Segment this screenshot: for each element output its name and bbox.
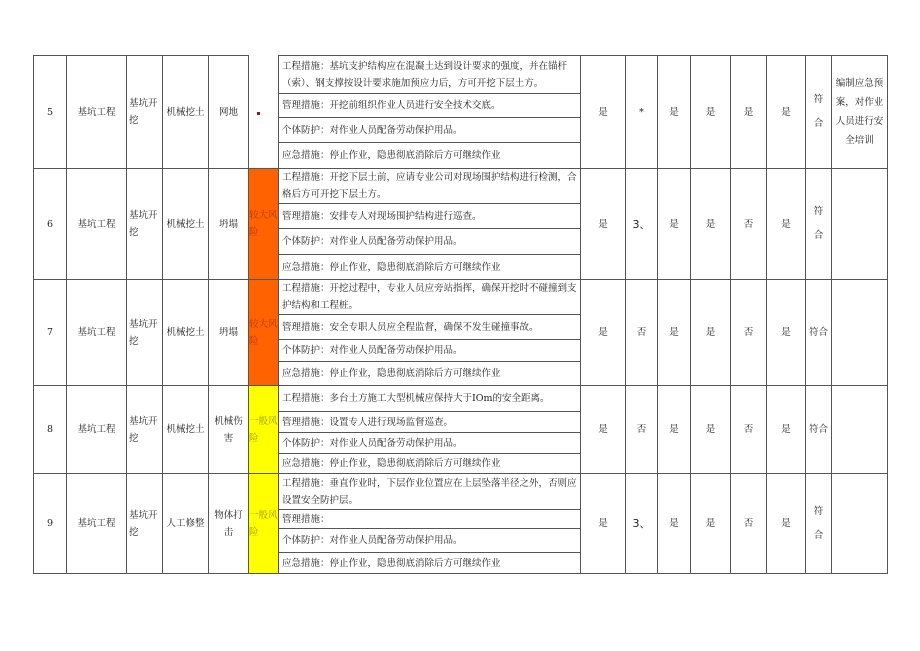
project-cell: 基坑工程 [67, 280, 127, 386]
row-number: 9 [34, 474, 67, 574]
measure-cell: 工程措施：基坑支护结构应在混凝土达到设计要求的强度，并在锚杆（索）、钢支撑按设计要求施加预应力后，方可开挖下层土方。 [279, 56, 581, 94]
check-cell: 是 [767, 169, 806, 280]
risk-level-cell [249, 386, 279, 474]
activity-cell: 基坑开挖 [127, 474, 163, 574]
measure-cell: 管理措施： [279, 510, 581, 529]
risk-control-table [33, 55, 888, 574]
check-cell: 是 [581, 280, 626, 386]
hazard-cell: 机械伤害 [209, 386, 249, 474]
check-cell: 是 [691, 56, 731, 169]
activity-cell: 基坑开挖 [127, 280, 163, 386]
risk-level-label: 较大风险 [249, 318, 278, 347]
hazard-cell: 物体打击 [209, 474, 249, 574]
check-cell: 否 [731, 474, 767, 574]
check-cell: 否 [731, 169, 767, 280]
measure-cell: 应急措施：停止作业，隐患彻底消除后方可继续作业 [279, 362, 581, 386]
task-cell: 机械挖土 [163, 169, 209, 280]
result-cell: 符合 [806, 280, 832, 386]
task-cell: 机械挖土 [163, 280, 209, 386]
table-row [34, 386, 888, 412]
measure-cell: 管理措施：安排专人对现场围护结构进行巡查。 [279, 204, 581, 229]
risk-level-cell [249, 169, 279, 280]
row-number: 5 [34, 56, 67, 169]
note-cell [832, 169, 888, 280]
check-cell: 是 [581, 386, 626, 474]
check-cell: 是 [691, 474, 731, 574]
check-cell: 是 [658, 386, 691, 474]
measure-cell: 工程措施：开挖下层土前，应请专业公司对现场围护结构进行检测，合格后方可开挖下层土方。 [279, 169, 581, 204]
check-cell: 是 [658, 169, 691, 280]
table-row [34, 474, 888, 510]
check-cell: 是 [691, 386, 731, 474]
measure-cell: 个体防护：对作业人员配备劳动保护用品。 [279, 529, 581, 553]
check-cell: 否 [731, 280, 767, 386]
risk-level-cell [249, 474, 279, 574]
check-cell: 否 [731, 386, 767, 474]
check-cell: 是 [731, 56, 767, 169]
check-cell: 是 [658, 474, 691, 574]
check-cell: 否 [626, 386, 658, 474]
check-cell: 是 [658, 56, 691, 169]
check-cell: 是 [767, 386, 806, 474]
row-number: 6 [34, 169, 67, 280]
check-cell: 是 [581, 169, 626, 280]
risk-level-label: 较大风险 [249, 210, 278, 238]
hazard-cell: 网地 [209, 56, 249, 169]
note-cell: 编制应急预案，对作业人员进行安全培训 [832, 56, 888, 169]
note-cell [832, 474, 888, 574]
row-number: 8 [34, 386, 67, 474]
task-cell: 机械挖土 [163, 56, 209, 169]
check-cell: 是 [767, 56, 806, 169]
note-cell [832, 386, 888, 474]
row-number: 7 [34, 280, 67, 386]
note-cell [832, 280, 888, 386]
risk-level-label: 一般风险 [249, 415, 278, 444]
hazard-cell: 坍塌 [209, 280, 249, 386]
measure-cell: 应急措施：停止作业，隐患彻底消除后方可继续作业 [279, 553, 581, 574]
result-cell: 符合 [806, 169, 832, 280]
check-cell: 是 [581, 56, 626, 169]
project-cell: 基坑工程 [67, 474, 127, 574]
risk-level-cell [249, 280, 279, 386]
task-cell: 机械挖土 [163, 386, 209, 474]
check-cell: 是 [691, 280, 731, 386]
measure-cell: 工程措施：垂直作业时，下层作业位置应在上层坠落半径之外，否则应设置安全防护层。 [279, 474, 581, 510]
project-cell: 基坑工程 [67, 169, 127, 280]
measure-cell: 管理措施：设置专人进行现场监督巡查。 [279, 412, 581, 433]
table-row [34, 169, 888, 204]
measure-cell: 工程措施：多台土方施工大型机械应保持大于IOm的安全距离。 [279, 386, 581, 412]
measure-cell: 个体防护：对作业人员配备劳动保护用品。 [279, 229, 581, 255]
check-cell: 3、 [626, 169, 658, 280]
table-row [34, 56, 888, 94]
activity-cell: 基坑开挖 [127, 56, 163, 169]
activity-cell: 基坑开挖 [127, 386, 163, 474]
measure-cell: 个体防护：对作业人员配备劳动保护用品。 [279, 340, 581, 362]
risk-level-cell [249, 56, 279, 169]
measure-cell: 个体防护：对作业人员配备劳动保护用品。 [279, 118, 581, 143]
risk-level-label: 一般风险 [249, 509, 278, 538]
result-cell: 符合 [806, 56, 832, 169]
result-cell: 符合 [806, 386, 832, 474]
marker-dot [257, 112, 260, 115]
task-cell: 人工修整 [163, 474, 209, 574]
check-cell: 是 [767, 474, 806, 574]
measure-cell: 应急措施：停止作业，隐患彻底消除后方可继续作业 [279, 255, 581, 280]
check-cell: 是 [691, 169, 731, 280]
measure-cell: 管理措施：安全专职人员应全程监督，确保不发生碰撞事故。 [279, 315, 581, 340]
project-cell: 基坑工程 [67, 386, 127, 474]
measure-cell: 个体防护：对作业人员配备劳动保护用品。 [279, 433, 581, 454]
hazard-cell: 坍塌 [209, 169, 249, 280]
measure-cell: 工程措施：开挖过程中，专业人员应旁站指挥，确保开挖时不碰撞到支护结构和工程桩。 [279, 280, 581, 315]
activity-cell: 基坑开挖 [127, 169, 163, 280]
check-cell: 是 [658, 280, 691, 386]
measure-cell: 应急措施：停止作业，隐患彻底消除后方可继续作业 [279, 143, 581, 169]
check-cell: 是 [581, 474, 626, 574]
check-cell: 否 [626, 280, 658, 386]
check-cell: * [626, 56, 658, 169]
measure-cell: 应急措施：停止作业，隐患彻底消除后方可继续作业 [279, 454, 581, 474]
check-cell: 是 [767, 280, 806, 386]
table-row [34, 280, 888, 315]
check-cell: 3、 [626, 474, 658, 574]
project-cell: 基坑工程 [67, 56, 127, 169]
result-cell: 符合 [806, 474, 832, 574]
measure-cell: 管理措施：开挖前组织作业人员进行安全技术交底。 [279, 94, 581, 118]
